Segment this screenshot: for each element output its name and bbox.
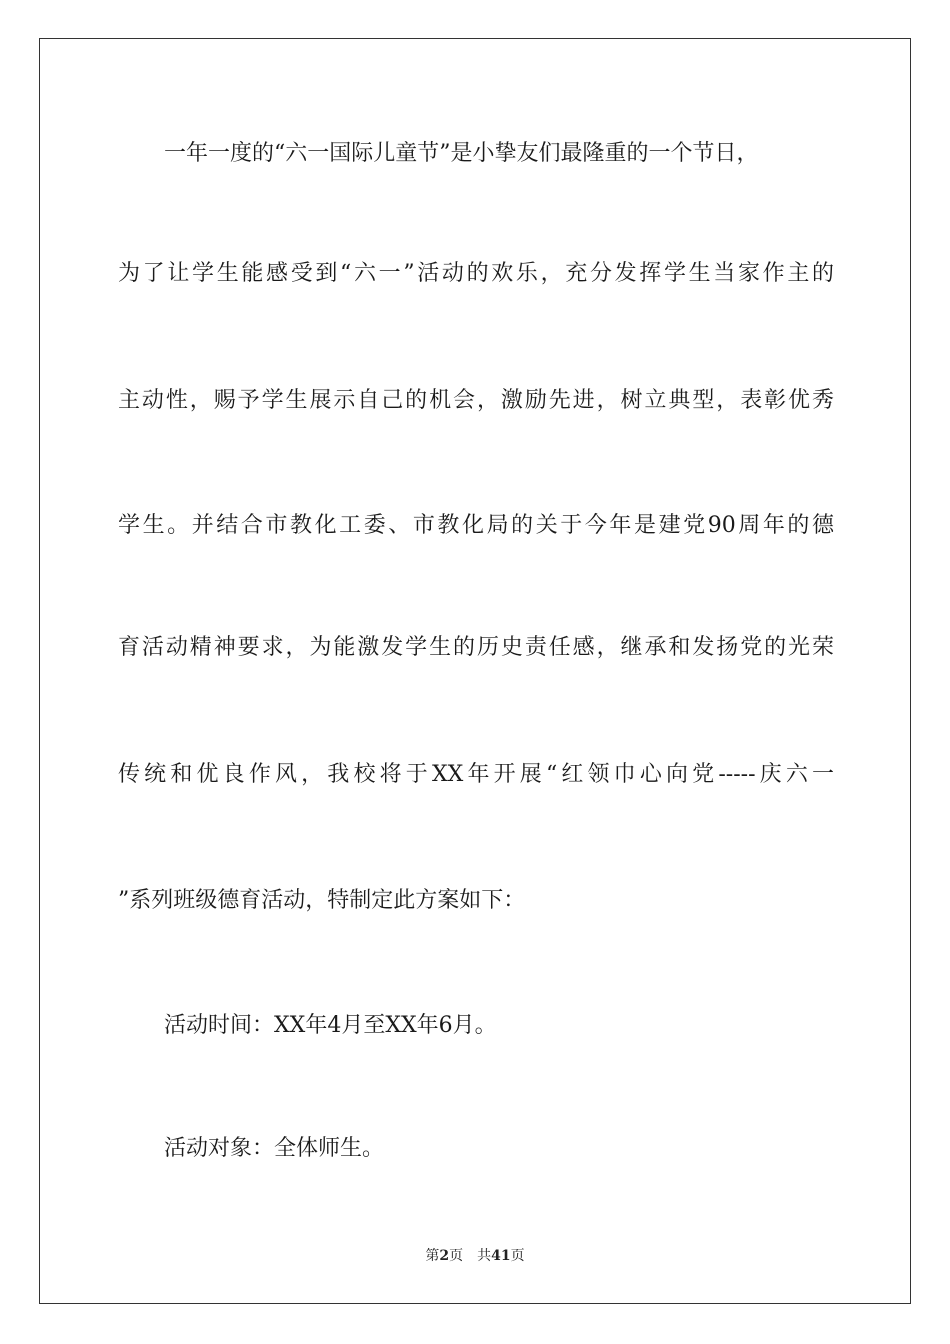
total-pages: 41	[491, 1248, 511, 1264]
paragraph-line-3: 主动性，赐予学生展示自己的机会，激励先进，树立典型，表彰优秀	[118, 388, 834, 413]
paragraph-line-2: 为了让学生能感受到“六一”活动的欢乐，充分发挥学生当家作主的	[118, 261, 834, 286]
page-number: 2	[439, 1248, 450, 1264]
paragraph-line-5: 育活动精神要求，为能激发学生的历史责任感，继承和发扬党的光荣	[118, 635, 834, 660]
page-border	[39, 38, 911, 1304]
paragraph-line-6: 传统和优良作风，我校将于XX年开展“红领巾心向党-----庆六一	[118, 762, 834, 787]
activity-target-line: 活动对象：全体师生。	[164, 1136, 385, 1161]
total-suffix: 页	[510, 1248, 525, 1264]
paragraph-line-7: ”系列班级德育活动，特制定此方案如下：	[118, 888, 526, 913]
total-prefix: 共	[477, 1248, 492, 1264]
page-suffix: 页	[449, 1248, 464, 1264]
paragraph-line-4: 学生。并结合市教化工委、市教化局的关于今年是建党90周年的德	[118, 513, 834, 538]
page-prefix: 第	[425, 1248, 440, 1264]
activity-time-line: 活动时间：XX年4月至XX年6月。	[164, 1013, 497, 1038]
page-footer	[0, 1246, 950, 1266]
paragraph-line-1: 一年一度的“六一国际儿童节”是小挚友们最隆重的一个节日，	[164, 141, 759, 166]
